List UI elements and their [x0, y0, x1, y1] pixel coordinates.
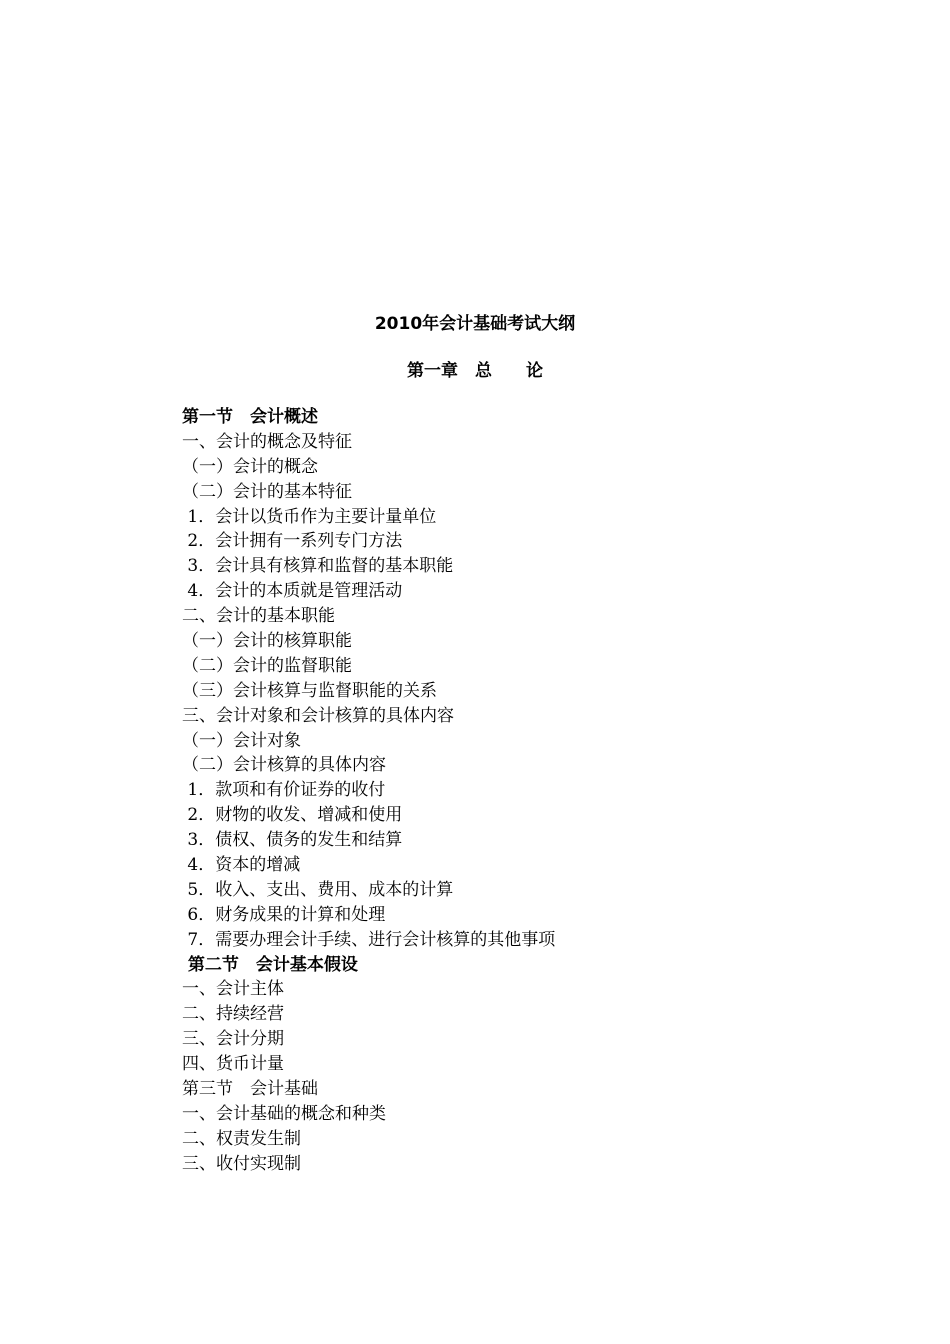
outline-item: 一、会计的概念及特征	[182, 431, 352, 452]
outline-list	[182, 405, 555, 1177]
outline-item: 6．财务成果的计算和处理	[182, 904, 386, 925]
outline-item: 三、收付实现制	[182, 1153, 301, 1174]
outline-item: 4．会计的本质就是管理活动	[182, 581, 403, 602]
outline-item: 1．会计以货币作为主要计量单位	[182, 506, 437, 527]
outline-item: 2．会计拥有一系列专门方法	[182, 531, 403, 552]
outline-item: 第三节 会计基础	[182, 1079, 318, 1100]
outline-item: （二）会计核算的具体内容	[182, 755, 386, 776]
outline-item: 7．需要办理会计手续、进行会计核算的其他事项	[182, 929, 556, 950]
outline-item: 三、会计分期	[182, 1029, 284, 1050]
outline-item: 2．财物的收发、增减和使用	[182, 805, 403, 826]
section-heading: 第一节 会计概述	[182, 407, 318, 427]
outline-item: 二、权责发生制	[182, 1128, 301, 1149]
outline-item: 三、会计对象和会计核算的具体内容	[182, 705, 454, 726]
outline-item: 3．债权、债务的发生和结算	[182, 830, 403, 851]
outline-item: 二、会计的基本职能	[182, 606, 335, 627]
outline-item: 四、货币计量	[182, 1054, 284, 1075]
outline-item: 一、会计主体	[182, 979, 284, 1000]
outline-item: （二）会计的基本特征	[182, 481, 352, 502]
outline-item: （二）会计的监督职能	[182, 655, 352, 676]
section-heading: 第二节 会计基本假设	[182, 954, 358, 975]
chapter-title: 第一章 总 论	[407, 361, 543, 381]
outline-item: 5．收入、支出、费用、成本的计算	[182, 879, 454, 900]
document-title: 2010年会计基础考试大纲	[374, 314, 576, 334]
outline-item: （一）会计的核算职能	[182, 631, 352, 652]
outline-item: （三）会计核算与监督职能的关系	[182, 680, 437, 701]
outline-item: （一）会计对象	[182, 730, 301, 751]
outline-item: 一、会计基础的概念和种类	[182, 1103, 386, 1124]
outline-item: 二、持续经营	[182, 1004, 284, 1025]
outline-item: 1．款项和有价证券的收付	[182, 780, 386, 801]
outline-item: 4．资本的增减	[182, 855, 301, 876]
outline-item: 3．会计具有核算和监督的基本职能	[182, 556, 454, 577]
outline-item: （一）会计的概念	[182, 456, 318, 477]
